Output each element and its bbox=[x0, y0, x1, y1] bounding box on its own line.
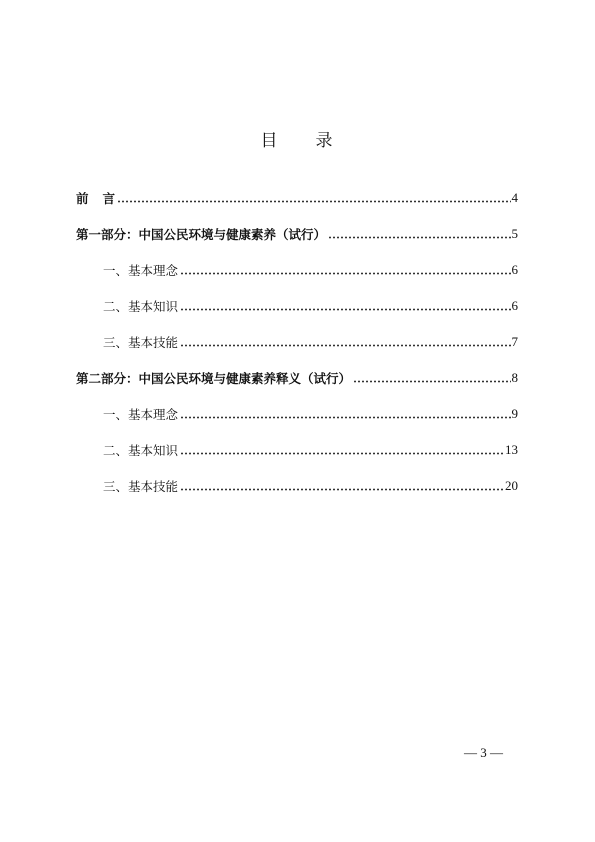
page-title bbox=[0, 130, 595, 152]
toc-entry-page: 13 bbox=[505, 442, 518, 457]
toc-entry-page: 6 bbox=[511, 262, 518, 277]
toc-entry-part-one-knowledge[interactable] bbox=[76, 288, 518, 324]
toc-entry-label: 第一部分：中国公民环境与健康素养（试行） bbox=[76, 227, 327, 242]
toc-entry-label: 二、基本知识 bbox=[103, 443, 179, 458]
title-char-2: 录 bbox=[315, 131, 335, 151]
toc-entry-preface[interactable] bbox=[76, 180, 518, 216]
toc-entry-label: 三、基本技能 bbox=[103, 335, 179, 350]
toc-entry-page: 9 bbox=[511, 406, 518, 421]
title-char-1: 目 bbox=[260, 131, 280, 151]
toc-entry-label: 二、基本知识 bbox=[103, 299, 179, 314]
toc-entry-page: 6 bbox=[511, 298, 518, 313]
table-of-contents bbox=[76, 180, 518, 504]
dot-leader bbox=[353, 380, 510, 383]
dot-leader bbox=[180, 416, 510, 419]
dot-leader bbox=[180, 488, 504, 491]
dot-leader bbox=[180, 452, 504, 455]
toc-entry-page: 5 bbox=[511, 226, 518, 241]
dot-leader bbox=[328, 236, 510, 239]
page-number: — 3 — bbox=[464, 745, 503, 760]
toc-entry-page: 8 bbox=[511, 370, 518, 385]
dot-leader bbox=[180, 308, 510, 311]
toc-entry-label: 三、基本技能 bbox=[103, 479, 179, 494]
toc-entry-part-two-knowledge[interactable] bbox=[76, 432, 518, 468]
toc-entry-part-one-concepts[interactable] bbox=[76, 252, 518, 288]
toc-entry-page: 20 bbox=[505, 478, 518, 493]
toc-entry-label: 一、基本理念 bbox=[103, 407, 179, 422]
toc-entry-part-two[interactable] bbox=[76, 360, 518, 396]
dot-leader bbox=[117, 200, 510, 203]
dot-leader bbox=[180, 272, 510, 275]
toc-entry-part-one-skills[interactable] bbox=[76, 324, 518, 360]
toc-entry-label: 前 言 bbox=[76, 191, 116, 206]
toc-entry-part-two-concepts[interactable] bbox=[76, 396, 518, 432]
toc-entry-part-one[interactable] bbox=[76, 216, 518, 252]
toc-entry-part-two-skills[interactable] bbox=[76, 468, 518, 504]
toc-entry-page: 7 bbox=[511, 334, 518, 349]
toc-entry-label: 一、基本理念 bbox=[103, 263, 179, 278]
dot-leader bbox=[180, 344, 510, 347]
toc-entry-page: 4 bbox=[511, 190, 518, 205]
toc-entry-label: 第二部分：中国公民环境与健康素养释义（试行） bbox=[76, 371, 352, 386]
